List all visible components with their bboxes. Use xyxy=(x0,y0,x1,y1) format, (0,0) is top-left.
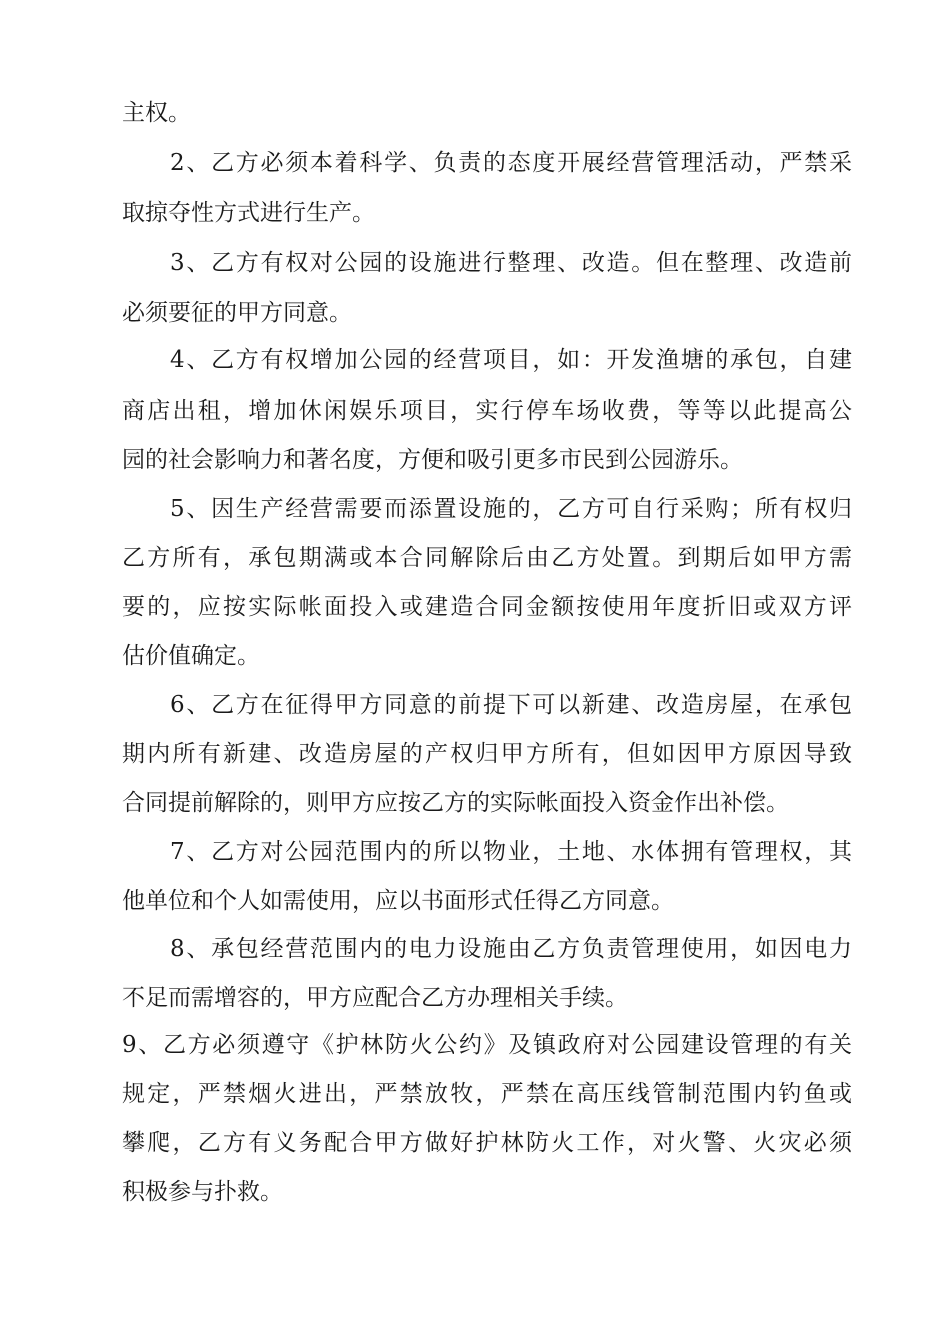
text-line: 必须要征的甲方同意。 xyxy=(122,300,352,326)
text-line: 5、因生产经营需要而添置设施的，乙方可自行采购；所有权归 xyxy=(170,496,852,522)
text-line: 规定，严禁烟火进出，严禁放牧，严禁在高压线管制范围内钓鱼或 xyxy=(122,1081,852,1107)
text-line: 园的社会影响力和著名度，方便和吸引更多市民到公园游乐。 xyxy=(122,447,743,473)
text-line: 8、承包经营范围内的电力设施由乙方负责管理使用，如因电力 xyxy=(170,936,852,962)
text-line: 他单位和个人如需使用，应以书面形式任得乙方同意。 xyxy=(122,888,674,914)
text-line: 3、乙方有权对公园的设施进行整理、改造。但在整理、改造前 xyxy=(170,250,852,276)
text-line: 期内所有新建、改造房屋的产权归甲方所有，但如因甲方原因导致 xyxy=(122,741,852,767)
text-line: 商店出租，增加休闲娱乐项目，实行停车场收费，等等以此提高公 xyxy=(122,398,852,424)
text-line: 2、乙方必须本着科学、负责的态度开展经营管理活动，严禁采 xyxy=(170,150,852,176)
text-line: 主权。 xyxy=(122,100,191,126)
text-line: 7、乙方对公园范围内的所以物业，土地、水体拥有管理权，其 xyxy=(170,839,852,865)
text-line: 合同提前解除的，则甲方应按乙方的实际帐面投入资金作出补偿。 xyxy=(122,790,789,816)
text-line: 6、乙方在征得甲方同意的前提下可以新建、改造房屋，在承包 xyxy=(170,692,852,718)
text-line: 取掠夺性方式进行生产。 xyxy=(122,200,375,226)
text-line: 积极参与扑救。 xyxy=(122,1179,283,1205)
text-line: 9、乙方必须遵守《护林防火公约》及镇政府对公园建设管理的有关 xyxy=(122,1032,852,1058)
text-line: 乙方所有，承包期满或本合同解除后由乙方处置。到期后如甲方需 xyxy=(122,545,852,571)
text-line: 4、乙方有权增加公园的经营项目，如：开发渔塘的承包，自建 xyxy=(170,347,852,373)
text-line: 估价值确定。 xyxy=(122,643,260,669)
text-line: 攀爬，乙方有义务配合甲方做好护林防火工作，对火警、火灾必须 xyxy=(122,1130,852,1156)
text-line: 要的，应按实际帐面投入或建造合同金额按使用年度折旧或双方评 xyxy=(122,594,852,620)
text-line: 不足而需增容的，甲方应配合乙方办理相关手续。 xyxy=(122,985,628,1011)
